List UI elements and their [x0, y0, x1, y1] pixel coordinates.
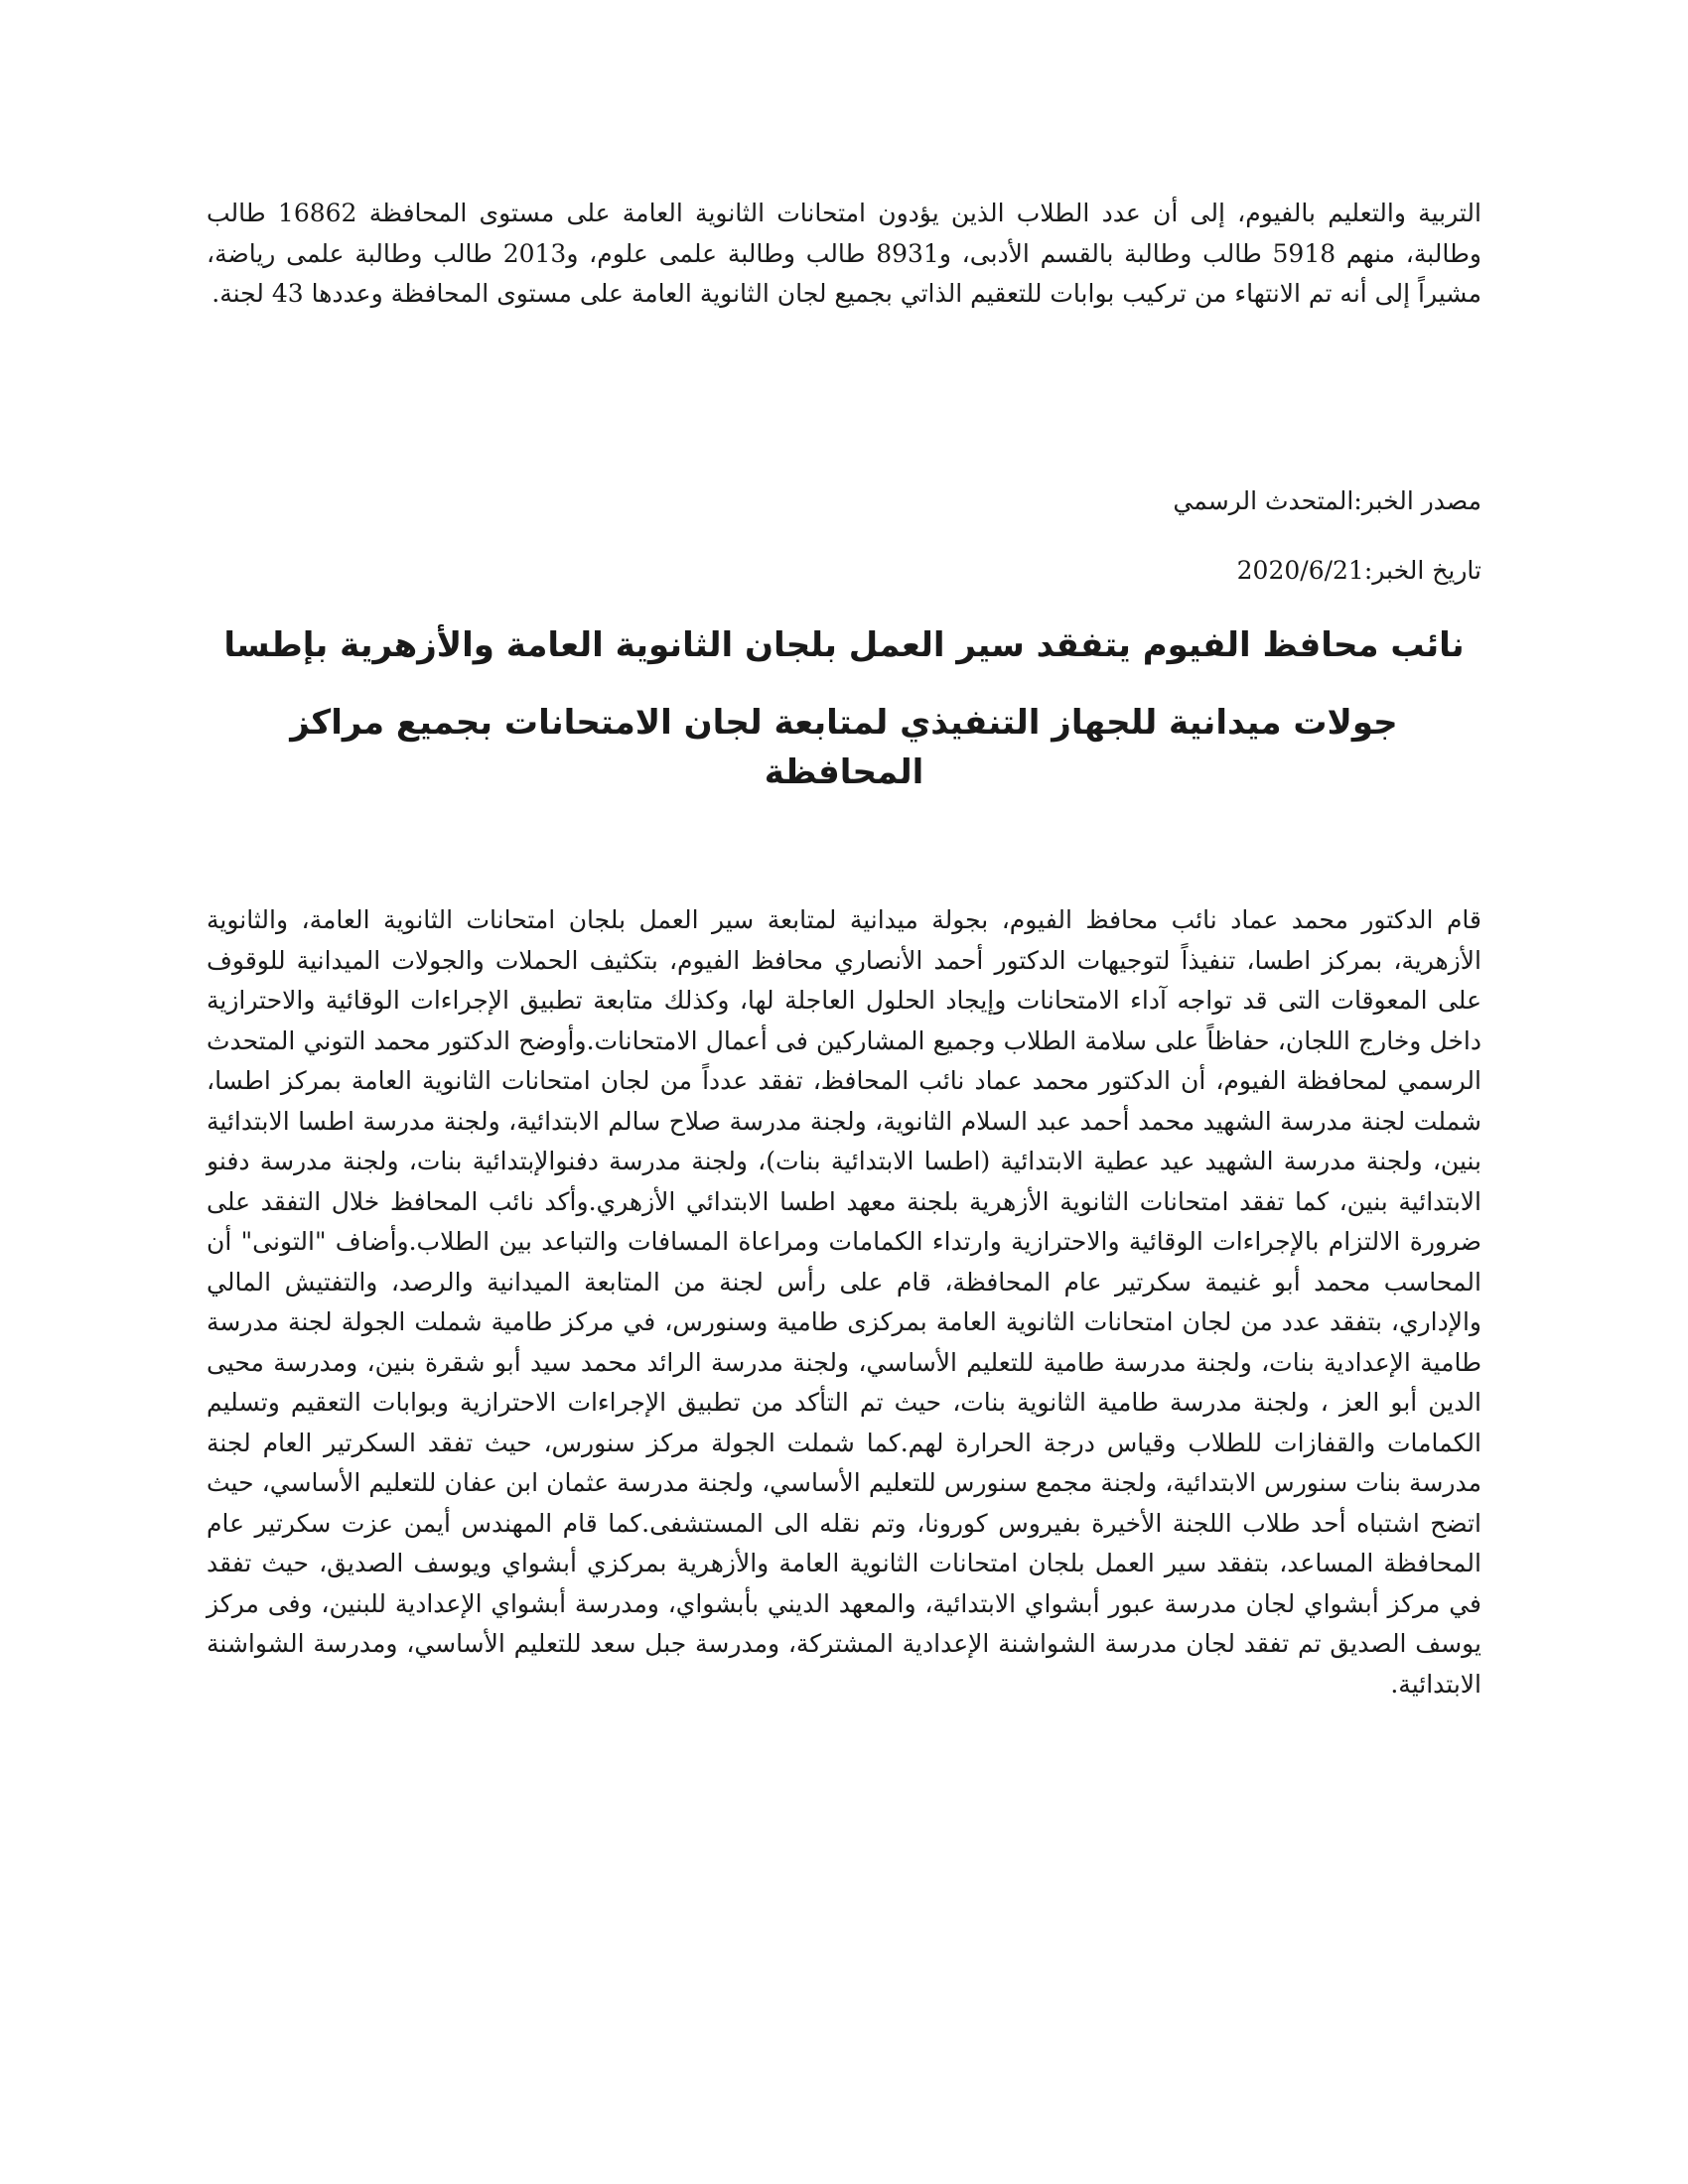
- headline-main: نائب محافظ الفيوم يتفقد سير العمل بلجان الثانوية العامة والأزهرية بإطسا: [223, 625, 1465, 665]
- headline-secondary: جولات ميدانية للجهاز التنفيذي لمتابعة لجان الامتحانات بجميع مراكز المحافظة: [290, 703, 1398, 792]
- news-source: مصدر الخبر:المتحدث الرسمي: [1173, 486, 1481, 515]
- news-date: تاريخ الخبر:2020/6/21: [1236, 556, 1481, 585]
- body-paragraph: قام الدكتور محمد عماد نائب محافظ الفيوم، بجولة ميدانية لمتابعة سير العمل بلجان امتحانات الثانوية العامة، والثانوية الأزهرية، بمركز اطسا، تنفيذاً لتوجيهات الدكتور أحمد الأنصاري محافظ الفيوم، بتكثيف الحملات والجولات الميدانية للوقوف على المعوقات التى قد تواجه آداء الامتحانات وإيجاد الحلول العاجلة لها، وكذلك متابعة تطبيق الإجراءات الوقائية والاحترازية داخل وخارج اللجان، حفاظاً على سلامة الطلاب وجميع المشاركين فى أعمال الامتحانات.وأوضح الدكتور محمد التوني المتحدث الرسمي لمحافظة الفيوم، أن الدكتور محمد عماد نائب المحافظ، تفقد عدداً من لجان امتحانات الثانوية العامة بمركز اطسا، شملت لجنة مدرسة الشهيد محمد أحمد عبد السلام الثانوية، ولجنة مدرسة صلاح سالم الابتدائية، ولجنة مدرسة اطسا الابتدائية بنين، ولجنة مدرسة الشهيد عيد عطية الابتدائية (اطسا الابتدائية بنات)، ولجنة مدرسة دفنوالإبتدائية بنات، ولجنة مدرسة دفنو الابتدائية بنين، كما تفقد امتحانات الثانوية الأزهرية بلجنة معهد اطسا الابتدائي الأزهري.وأكد نائب المحافظ خلال التفقد على ضرورة الالتزام بالإجراءات الوقائية والاحترازية وارتداء الكمامات ومراعاة المسافات والتباعد بين الطلاب.وأضاف "التونى" أن المحاسب محمد أبو غنيمة سكرتير عام المحافظة، قام على رأس لجنة من المتابعة الميدانية والرصد، والتفتيش المالي والإداري، بتفقد عدد من لجان امتحانات الثانوية العامة بمركزى طامية وسنورس، في مركز طامية شملت الجولة لجنة مدرسة طامية الإعدادية بنات، ولجنة مدرسة طامية للتعليم الأساسي، ولجنة مدرسة الرائد محمد سيد أبو شقرة بنين، ومدرسة محيى الدين أبو العز ، ولجنة مدرسة طامية الثانوية بنات، حيث تم التأكد من تطبيق الإجراءات الاحترازية وبوابات التعقيم وتسليم الكمامات والقفازات للطلاب وقياس درجة الحرارة لهم.كما شملت الجولة مركز سنورس، حيث تفقد السكرتير العام لجنة مدرسة بنات سنورس الابتدائية، ولجنة مجمع سنورس للتعليم الأساسي، ولجنة مدرسة عثمان ابن عفان للتعليم الأساسي، حيث اتضح اشتباه أحد طلاب اللجنة الأخيرة بفيروس كورونا، وتم نقله الى المستشفى.كما قام المهندس أيمن عزت سكرتير عام المحافظة المساعد، بتفقد سير العمل بلجان امتحانات الثانوية العامة والأزهرية بمركزي أبشواي ويوسف الصديق، حيث تفقد في مركز أبشواي لجان مدرسة عبور أبشواي الابتدائية، والمعهد الديني بأبشواي، ومدرسة أبشواي الإعدادية للبنين، وفى مركز يوسف الصديق تم تفقد لجان مدرسة الشواشنة الإعدادية المشتركة، ومدرسة جبل سعد للتعليم الأساسي، ومدرسة الشواشنة الابتدائية.: [207, 905, 1481, 1699]
- intro-paragraph: التربية والتعليم بالفيوم، إلى أن عدد الطلاب الذين يؤدون امتحانات الثانوية العامة على مستوى المحافظة 16862 طالب وطالبة، منهم 5918 طالب وطالبة بالقسم الأدبى، و8931 طالب وطالبة علمى علوم، و2013 طالب وطالبة علمى رياضة، مشيراً إلى أنه تم الانتهاء من تركيب بوابات للتعقيم الذاتي بجميع لجان الثانوية العامة على مستوى المحافظة وعددها 43 لجنة.: [207, 199, 1481, 308]
